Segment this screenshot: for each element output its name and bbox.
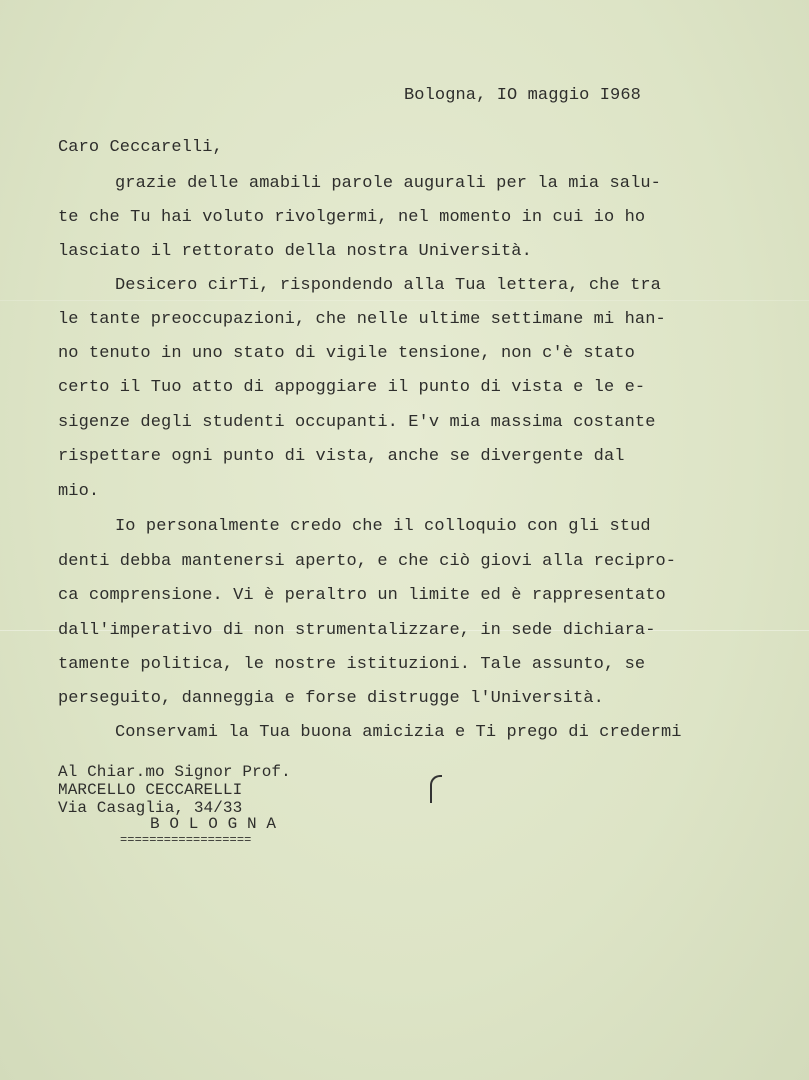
body-line: Io personalmente credo che il colloquio con gli stud [115, 517, 651, 536]
body-line: rispettare ogni punto di vista, anche se divergente dal [58, 447, 625, 466]
body-line: ca comprensione. Vi è peraltro un limite ed è rappresentato [58, 586, 666, 605]
body-line: te che Tu hai voluto rivolgermi, nel momento in cui io ho [58, 208, 646, 227]
paper-fold [0, 300, 809, 301]
address-line: MARCELLO CECCARELLI [58, 781, 243, 799]
body-line: dall'imperativo di non strumentalizzare, in sede dichiara- [58, 621, 656, 640]
body-line: le tante preoccupazioni, che nelle ultime settimane mi han- [58, 310, 666, 329]
body-line: Conservami la Tua buona amicizia e Ti prego di credermi [115, 723, 682, 742]
body-line: perseguito, danneggia e forse distrugge l'Università. [58, 689, 604, 708]
handwritten-mark [430, 775, 442, 803]
body-line: tamente politica, le nostre istituzioni. Tale assunto, se [58, 655, 646, 674]
body-line: grazie delle amabili parole augurali per la mia salu- [115, 174, 661, 193]
address-underline: ================== [120, 833, 252, 847]
body-line: certo il Tuo atto di appoggiare il punto di vista e le e- [58, 378, 646, 397]
address-line: Al Chiar.mo Signor Prof. [58, 763, 291, 781]
salutation: Caro Ceccarelli, [58, 138, 223, 157]
body-line: no tenuto in uno stato di vigile tensione, non c'è stato [58, 344, 635, 363]
body-line: sigenze degli studenti occupanti. E'v mia massima costante [58, 413, 656, 432]
letter-date: Bologna, IO maggio I968 [404, 86, 641, 105]
body-line: mio. [58, 482, 100, 501]
address-city: B O L O G N A [150, 815, 277, 833]
body-line: Desicero cirTi, rispondendo alla Tua lettera, che tra [115, 276, 661, 295]
body-line: denti debba mantenersi aperto, e che ciò giovi alla recipro- [58, 552, 677, 571]
body-line: lasciato il rettorato della nostra Università. [58, 242, 532, 261]
address-line: Via Casaglia, 34/33 [58, 799, 243, 817]
